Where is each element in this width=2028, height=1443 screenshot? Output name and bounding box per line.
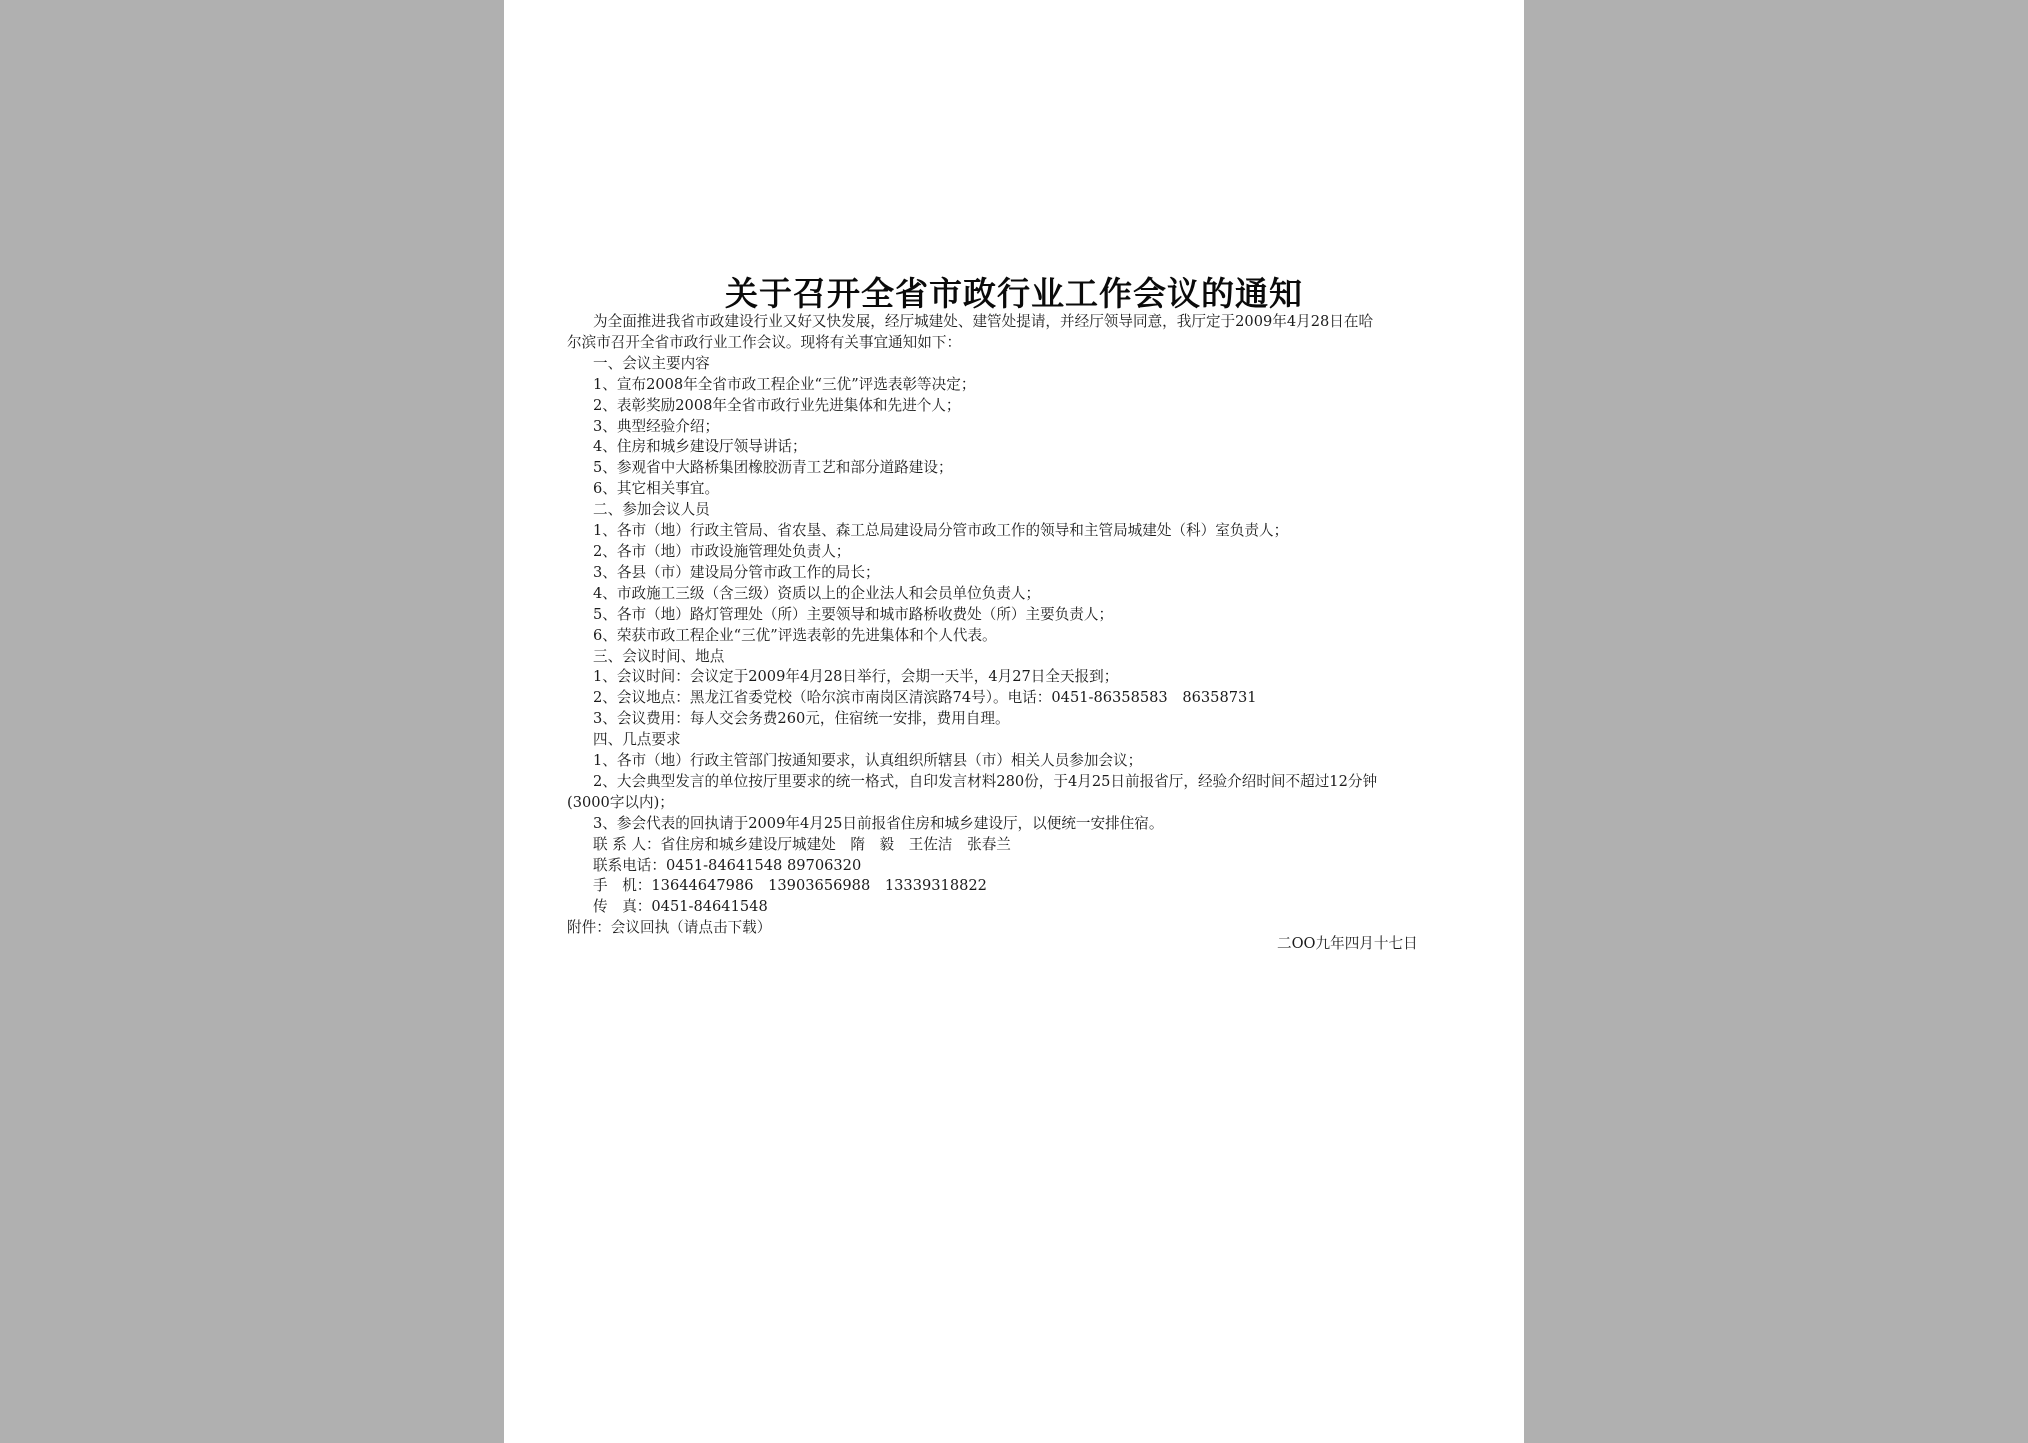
list-item: 2、表彰奖励2008年全省市政行业先进集体和先进个人； xyxy=(593,396,961,414)
document-body xyxy=(567,312,1472,939)
document-date: 二OO九年四月十七日 xyxy=(1277,935,1418,952)
intro-paragraph-line: 尔滨市召开全省市政行业工作会议。现将有关事宜通知如下： xyxy=(567,333,962,351)
list-item: 1、会议时间：会议定于2009年4月28日举行，会期一天半，4月27日全天报到； xyxy=(593,668,1119,686)
section-heading: 一、会议主要内容 xyxy=(593,354,710,372)
list-item: 2、各市（地）市政设施管理处负责人； xyxy=(593,542,851,560)
list-item: 1、各市（地）行政主管局、省农垦、森工总局建设局分管市政工作的领导和主管局城建处（科）室负责人； xyxy=(593,522,1289,540)
list-item: 1、各市（地）行政主管部门按通知要求，认真组织所辖县（市）相关人员参加会议； xyxy=(593,752,1143,770)
intro-paragraph-line: 为全面推进我省市政建设行业又好又快发展，经厅城建处、建管处提请，并经厅领导同意，我厅定于2009年4月28日在哈 xyxy=(593,313,1374,330)
attachment-link[interactable]: 附件：会议回执（请点击下载） xyxy=(567,919,772,937)
list-item-continuation: (3000字以内)； xyxy=(567,793,674,811)
list-item: 6、荣获市政工程企业“三优”评选表彰的先进集体和个人代表。 xyxy=(593,626,997,644)
list-item: 4、市政施工三级（含三级）资质以上的企业法人和会员单位负责人； xyxy=(593,584,1041,602)
list-item: 3、参会代表的回执请于2009年4月25日前报省住房和城乡建设厅，以便统一安排住宿。 xyxy=(593,814,1164,832)
contact-phone: 联系电话：0451-84641548 89706320 xyxy=(593,856,862,874)
list-item: 2、大会典型发言的单位按厅里要求的统一格式，自印发言材料280份，于4月25日前报省厅，经验介绍时间不超过12分钟 xyxy=(593,772,1378,790)
contact-person: 联 系 人：省住房和城乡建设厅城建处 隋 毅 王佐洁 张春兰 xyxy=(593,835,1011,853)
contact-fax: 传 真：0451-84641548 xyxy=(593,898,768,916)
list-item: 3、典型经验介绍； xyxy=(593,417,720,435)
section-heading: 三、会议时间、地点 xyxy=(593,647,725,665)
list-item: 3、各县（市）建设局分管市政工作的局长； xyxy=(593,563,880,581)
section-heading: 二、参加会议人员 xyxy=(593,501,710,519)
contact-mobile: 手 机：13644647986 13903656988 13339318822 xyxy=(593,877,987,895)
list-item: 2、会议地点：黑龙江省委党校（哈尔滨市南岗区清滨路74号）。电话：0451-86358583 86358731 xyxy=(593,689,1257,707)
list-item: 5、参观省中大路桥集团橡胶沥青工艺和部分道路建设； xyxy=(593,459,953,477)
document-title: 关于召开全省市政行业工作会议的通知 xyxy=(725,274,1303,313)
list-item: 6、其它相关事宜。 xyxy=(593,480,720,498)
list-item: 1、宣布2008年全省市政工程企业“三优”评选表彰等决定； xyxy=(593,375,976,393)
section-heading: 四、几点要求 xyxy=(593,731,681,749)
list-item: 5、各市（地）路灯管理处（所）主要领导和城市路桥收费处（所）主要负责人； xyxy=(593,605,1114,623)
list-item: 4、住房和城乡建设厅领导讲话； xyxy=(593,438,807,456)
document-page xyxy=(504,0,1524,1443)
list-item: 3、会议费用：每人交会务费260元，住宿统一安排，费用自理。 xyxy=(593,710,1010,728)
